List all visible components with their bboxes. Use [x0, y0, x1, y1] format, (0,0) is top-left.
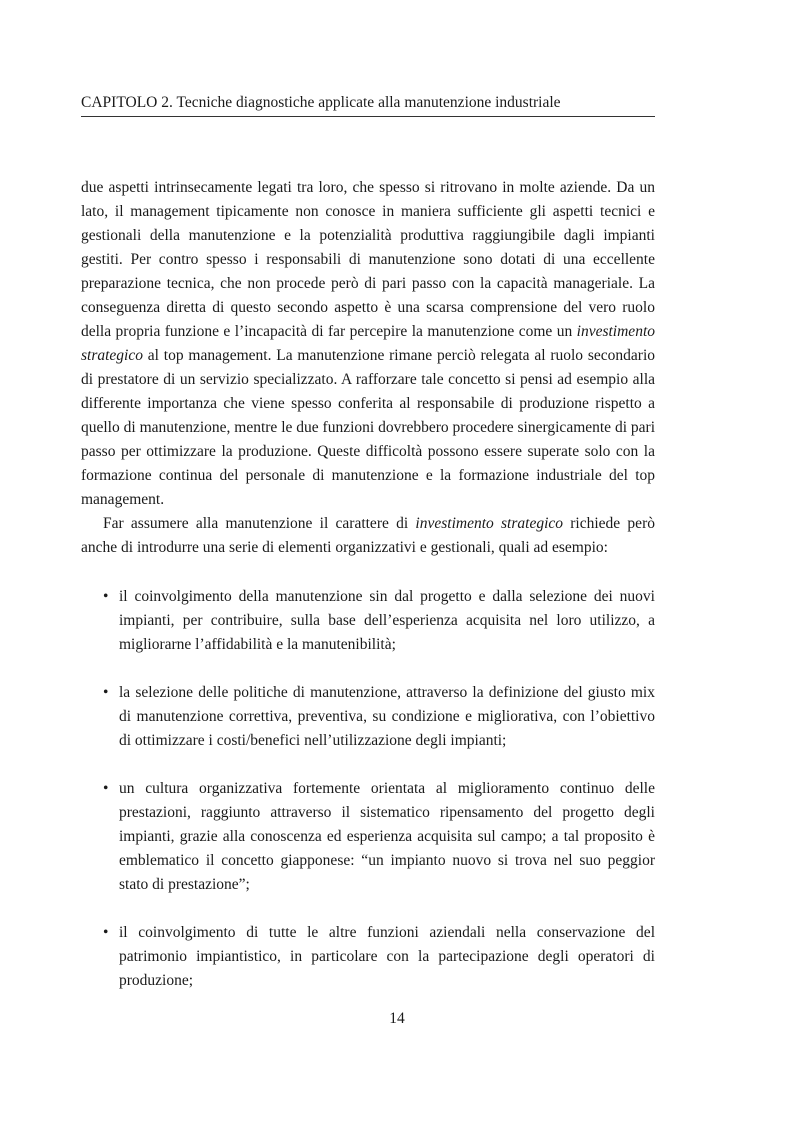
- page-number: 14: [389, 1010, 405, 1027]
- bullet-icon: •: [103, 780, 109, 797]
- emphasis-term: investimento strategico: [81, 323, 655, 364]
- paragraph-text: due aspetti intrinsecamente legati tra loro, che spesso si ritrovano in molte aziende. Da un lato, il management tipicamente non conosce in maniera sufficiente gli aspetti tecnici e gestionali della manutenzione e la potenzialità produttiva raggiungibile dagli impianti gestiti. Per contro spesso i responsabili di manutenzione sono dotati di una eccellente preparazione tecnica, che non procede però di pari passo con la capacità manageriale. La conseguenza diretta di questo secondo aspetto è una scarsa comprensione del vero ruolo della propria funzione e l’incapacità di far percepire la manutenzione come un: [81, 179, 655, 340]
- list-item: [81, 777, 655, 897]
- list-item-text: la selezione delle politiche di manutenzione, attraverso la definizione del giusto mix di manutenzione correttiva, preventiva, su condizione e migliorativa, con l’obiettivo di ottimizzare i costi/benefici nell’utilizzazione degli impianti;: [119, 684, 655, 749]
- list-item-text: il coinvolgimento della manutenzione sin dal progetto e dalla selezione dei nuovi impianti, per contribuire, sulla base dell’esperienza acquisita nel loro utilizzo, a migliorarne l’affidabilità e la manutenibilità;: [119, 588, 655, 653]
- header-rule: [81, 116, 655, 117]
- emphasis-term: investimento strategico: [415, 515, 564, 532]
- paragraph-text: Far assumere alla manutenzione il carattere di: [103, 515, 416, 532]
- list-item: [81, 681, 655, 753]
- bullet-icon: •: [103, 924, 109, 941]
- paragraph-continued: [81, 176, 655, 512]
- bullet-icon: •: [103, 588, 109, 605]
- list-item-text: il coinvolgimento di tutte le altre funzioni aziendali nella conservazione del patrimonio impiantistico, in particolare con la partecipazione degli operatori di produzione;: [119, 924, 655, 989]
- paragraph-text: al top management. La manutenzione rimane perciò relegata al ruolo secondario di prestatore di un servizio specializzato. A rafforzare tale concetto si pensi ad esempio alla differente importanza che viene spesso conferita al responsabile di produzione rispetto a quello di manutenzione, mentre le due funzioni dovrebbero procedere sinergicamente di pari passo per ottimizzare la produzione. Queste difficoltà possono essere superate solo con la formazione continua del personale di manutenzione e la formazione industriale del top management.: [81, 347, 655, 508]
- list-item-text: un cultura organizzativa fortemente orientata al miglioramento continuo delle prestazioni, raggiunto attraverso il sistematico ripensamento del progetto degli impianti, grazie alla conoscenza ed esperienza acquisita sul campo; a tal proposito è emblematico il concetto giapponese: “un impianto nuovo si trova nel suo peggior stato di prestazione”;: [119, 780, 655, 893]
- paragraph-intro-list: [81, 512, 655, 560]
- bullet-list: [81, 585, 655, 993]
- paragraph-text: richiede però anche di introdurre una serie di elementi organizzativi e gestionali, quali ad esempio:: [81, 515, 655, 556]
- running-header: CAPITOLO 2. Tecniche diagnostiche applicate alla manutenzione industriale: [81, 94, 561, 111]
- list-item: [81, 921, 655, 993]
- list-item: [81, 585, 655, 657]
- bullet-list-wrapper: [81, 585, 655, 993]
- page-body: [81, 176, 655, 993]
- bullet-icon: •: [103, 684, 109, 701]
